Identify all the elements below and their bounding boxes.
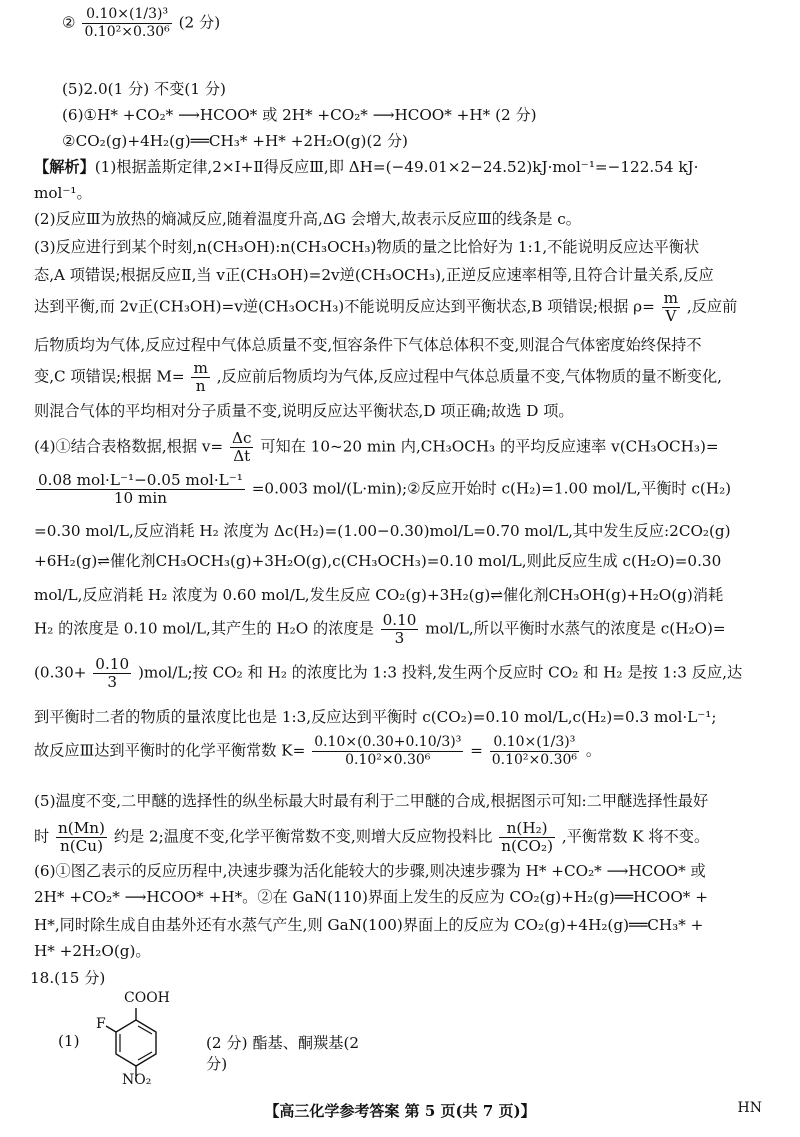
denominator: Δt xyxy=(233,447,251,465)
numerator: 0.10×(0.30+0.10/3)³ xyxy=(314,734,462,750)
cooh-label: COOH xyxy=(124,990,170,1006)
text-line: +6H₂(g)⇌催化剂CH₃OCH₃(g)+3H₂O(g),c(CH₃OCH₃)=0.10 mol/L,则此反应生成 c(H₂O)=0.30 xyxy=(34,552,722,570)
text-line: 态,A 项错误;根据反应Ⅱ,当 v正(CH₃OH)=2v逆(CH₃OCH₃),正逆反应速率相等,且符合计量关系,反应 xyxy=(34,266,714,284)
text-line: (5)温度不变,二甲醚的选择性的纵坐标最大时最有利于二甲醚的合成,根据图示可知:二甲醚选择性最好 xyxy=(34,792,709,810)
text-segment: 达到平衡,而 2v正(CH₃OH)=v逆(CH₃OCH₃)不能说明反应达到平衡状态,B 项错误;根据 ρ= xyxy=(34,297,655,316)
denominator: V xyxy=(665,307,677,325)
text-segment: mol/L,所以平衡时水蒸气的浓度是 c(H₂O)= xyxy=(425,619,726,638)
text-segment: ,反应前后物质均为气体,反应过程中气体总质量不变,气体物质的量不断变化, xyxy=(216,367,722,386)
text-line xyxy=(34,612,766,647)
text-segment: (4)①结合表格数据,根据 v= xyxy=(34,437,224,456)
score: (2 分) xyxy=(178,13,221,32)
numerator: m xyxy=(663,289,679,307)
text-line: =0.30 mol/L,反应消耗 H₂ 浓度为 Δc(H₂)=(1.00−0.30)mol/L=0.70 mol/L,其中发生反应:2CO₂(g) xyxy=(34,522,731,540)
fraction xyxy=(56,820,107,855)
text-segment: H₂ 的浓度是 0.10 mol/L,其产生的 H₂O 的浓度是 xyxy=(34,619,374,638)
equilibrium-constant-line xyxy=(34,734,766,769)
text-segment: 约是 2;温度不变,化学平衡常数不变,则增大反应物投料比 xyxy=(113,827,493,846)
text-line: 2H* +CO₂* ⟶HCOO* +H*。②在 GaN(110)界面上发生的反应为 CO₂(g)+H₂(g)══HCOO* + xyxy=(34,888,708,906)
text-line: (2)反应Ⅲ为放热的熵减反应,随着温度升高,ΔG 会增大,故表示反应Ⅲ的线条是 c。 xyxy=(34,210,581,228)
analysis-line xyxy=(34,156,766,178)
no2-label: NO₂ xyxy=(122,1072,152,1088)
analysis-tag: 【解析】 xyxy=(34,158,95,176)
text-line xyxy=(34,820,766,855)
text-segment: (0.30+ xyxy=(34,663,87,682)
text-line: H*,同时除生成自由基外还有水蒸气产生,则 GaN(100)界面上的反应为 CO₂(g)+4H₂(g)══CH₃* + xyxy=(34,916,704,934)
fluorine-label: F xyxy=(96,1016,106,1032)
denominator: 3 xyxy=(394,629,405,647)
numerator: 0.10×(1/3)³ xyxy=(82,6,171,24)
fraction xyxy=(499,820,555,855)
text-line: 后物质均为气体,反应过程中气体总质量不变,恒容条件下气体总体积不变,则混合气体密度始终保持不 xyxy=(34,336,702,354)
fraction xyxy=(381,612,419,647)
text-line: (3)反应进行到某个时刻,n(CH₃OH):n(CH₃OCH₃)物质的量之比恰好为 1:1,不能说明反应达平衡状 xyxy=(34,238,700,256)
text-segment: )mol/L;按 CO₂ 和 H₂ 的浓度比为 1:3 投料,发生两个反应时 CO₂ 和 H₂ 是按 1:3 反应,达 xyxy=(137,663,743,682)
text-line xyxy=(34,360,766,395)
question-18 xyxy=(30,967,105,988)
answer-line-k xyxy=(62,6,766,41)
structure-answer xyxy=(58,990,378,1090)
denominator: n(CO₂) xyxy=(501,837,554,855)
numerator: 0.10 xyxy=(382,611,417,629)
text-segment: 故反应Ⅲ达到平衡时的化学平衡常数 K= xyxy=(34,741,306,760)
text-line xyxy=(34,430,766,465)
denominator: n(Cu) xyxy=(59,837,104,855)
answer-line-5: (5)2.0(1 分) 不变(1 分) xyxy=(62,80,226,98)
numerator: Δc xyxy=(232,429,252,447)
denominator: 10 min xyxy=(113,489,168,507)
text-segment: ,平衡常数 K 将不变。 xyxy=(561,827,710,846)
text-line xyxy=(34,656,766,691)
numerator: 0.08 mol·L⁻¹−0.05 mol·L⁻¹ xyxy=(38,471,243,489)
fraction xyxy=(36,472,245,507)
score: (2 分) 酯基、酮羰基(2 分) xyxy=(206,1034,360,1073)
fraction xyxy=(490,734,579,769)
denominator: 3 xyxy=(107,673,118,691)
numerator: n(Mn) xyxy=(58,819,105,837)
fraction xyxy=(230,430,253,465)
fraction xyxy=(191,360,209,395)
equals-sign: = xyxy=(470,741,483,760)
fraction xyxy=(93,656,131,691)
answer-line-6-1: (6)①H* +CO₂* ⟶HCOO* 或 2H* +CO₂* ⟶HCOO* +H* (2 分) xyxy=(62,106,537,124)
numerator: 0.10×(1/3)³ xyxy=(490,734,579,752)
question-18-heading: 18.(15 分) xyxy=(30,969,106,987)
numerator: m xyxy=(193,359,208,377)
denominator: 0.10²×0.30⁶ xyxy=(491,752,578,768)
analysis-text: (1)根据盖斯定律,2×Ⅰ+Ⅱ得反应Ⅲ,即 ΔH=(−49.01×2−24.52)kJ·mol⁻¹=−122.54 kJ· xyxy=(94,158,699,176)
denominator: n xyxy=(195,377,206,395)
text-line: mol⁻¹。 xyxy=(34,184,92,202)
text-line: H* +2H₂O(g)。 xyxy=(34,942,151,960)
page-footer: 【高三化学参考答案 第 5 页(共 7 页)】 xyxy=(264,1102,536,1120)
text-segment: 。 xyxy=(585,741,602,760)
text-segment: 变,C 项错误;根据 M= xyxy=(34,367,185,386)
text-line: 则混合气体的平均相对分子质量不变,说明反应达平衡状态,D 项正确;故选 D 项。 xyxy=(34,402,574,420)
text-segment: ,反应前 xyxy=(686,297,738,316)
text-line xyxy=(34,472,766,507)
fraction xyxy=(82,6,171,41)
numerator: n(H₂) xyxy=(499,820,555,838)
denominator: 0.10²×0.30⁶ xyxy=(84,24,170,40)
text-line: 到平衡时二者的物质的量浓度比也是 1:3,反应达到平衡时 c(CO₂)=0.10 mol/L,c(H₂)=0.3 mol·L⁻¹; xyxy=(34,708,717,726)
text-segment: =0.003 mol/(L·min);②反应开始时 c(H₂)=1.00 mol/L,平衡时 c(H₂) xyxy=(251,479,732,498)
fraction xyxy=(662,290,680,325)
text-line: mol/L,反应消耗 H₂ 浓度为 0.60 mol/L,发生反应 CO₂(g)+3H₂(g)⇌催化剂CH₃OH(g)+H₂O(g)消耗 xyxy=(34,586,724,604)
fraction xyxy=(312,734,463,769)
text-segment: 可知在 10~20 min 内,CH₃OCH₃ 的平均反应速率 v(CH₃OCH₃)= xyxy=(260,437,719,456)
circle-2: ② xyxy=(62,13,76,32)
text-line xyxy=(34,290,766,325)
text-line: (6)①图乙表示的反应历程中,决速步骤为活化能较大的步骤,则决速步骤为 H* +CO₂* ⟶HCOO* 或 xyxy=(34,862,706,880)
denominator: 0.10²×0.30⁶ xyxy=(345,752,431,768)
footer-code: HN xyxy=(737,1100,762,1116)
numerator: 0.10 xyxy=(95,655,130,673)
answer-line-6-2: ②CO₂(g)+4H₂(g)══CH₃* +H* +2H₂O(g)(2 分) xyxy=(62,132,408,150)
sub-question-number: (1) xyxy=(58,1032,80,1050)
text-segment: 时 xyxy=(34,827,50,846)
